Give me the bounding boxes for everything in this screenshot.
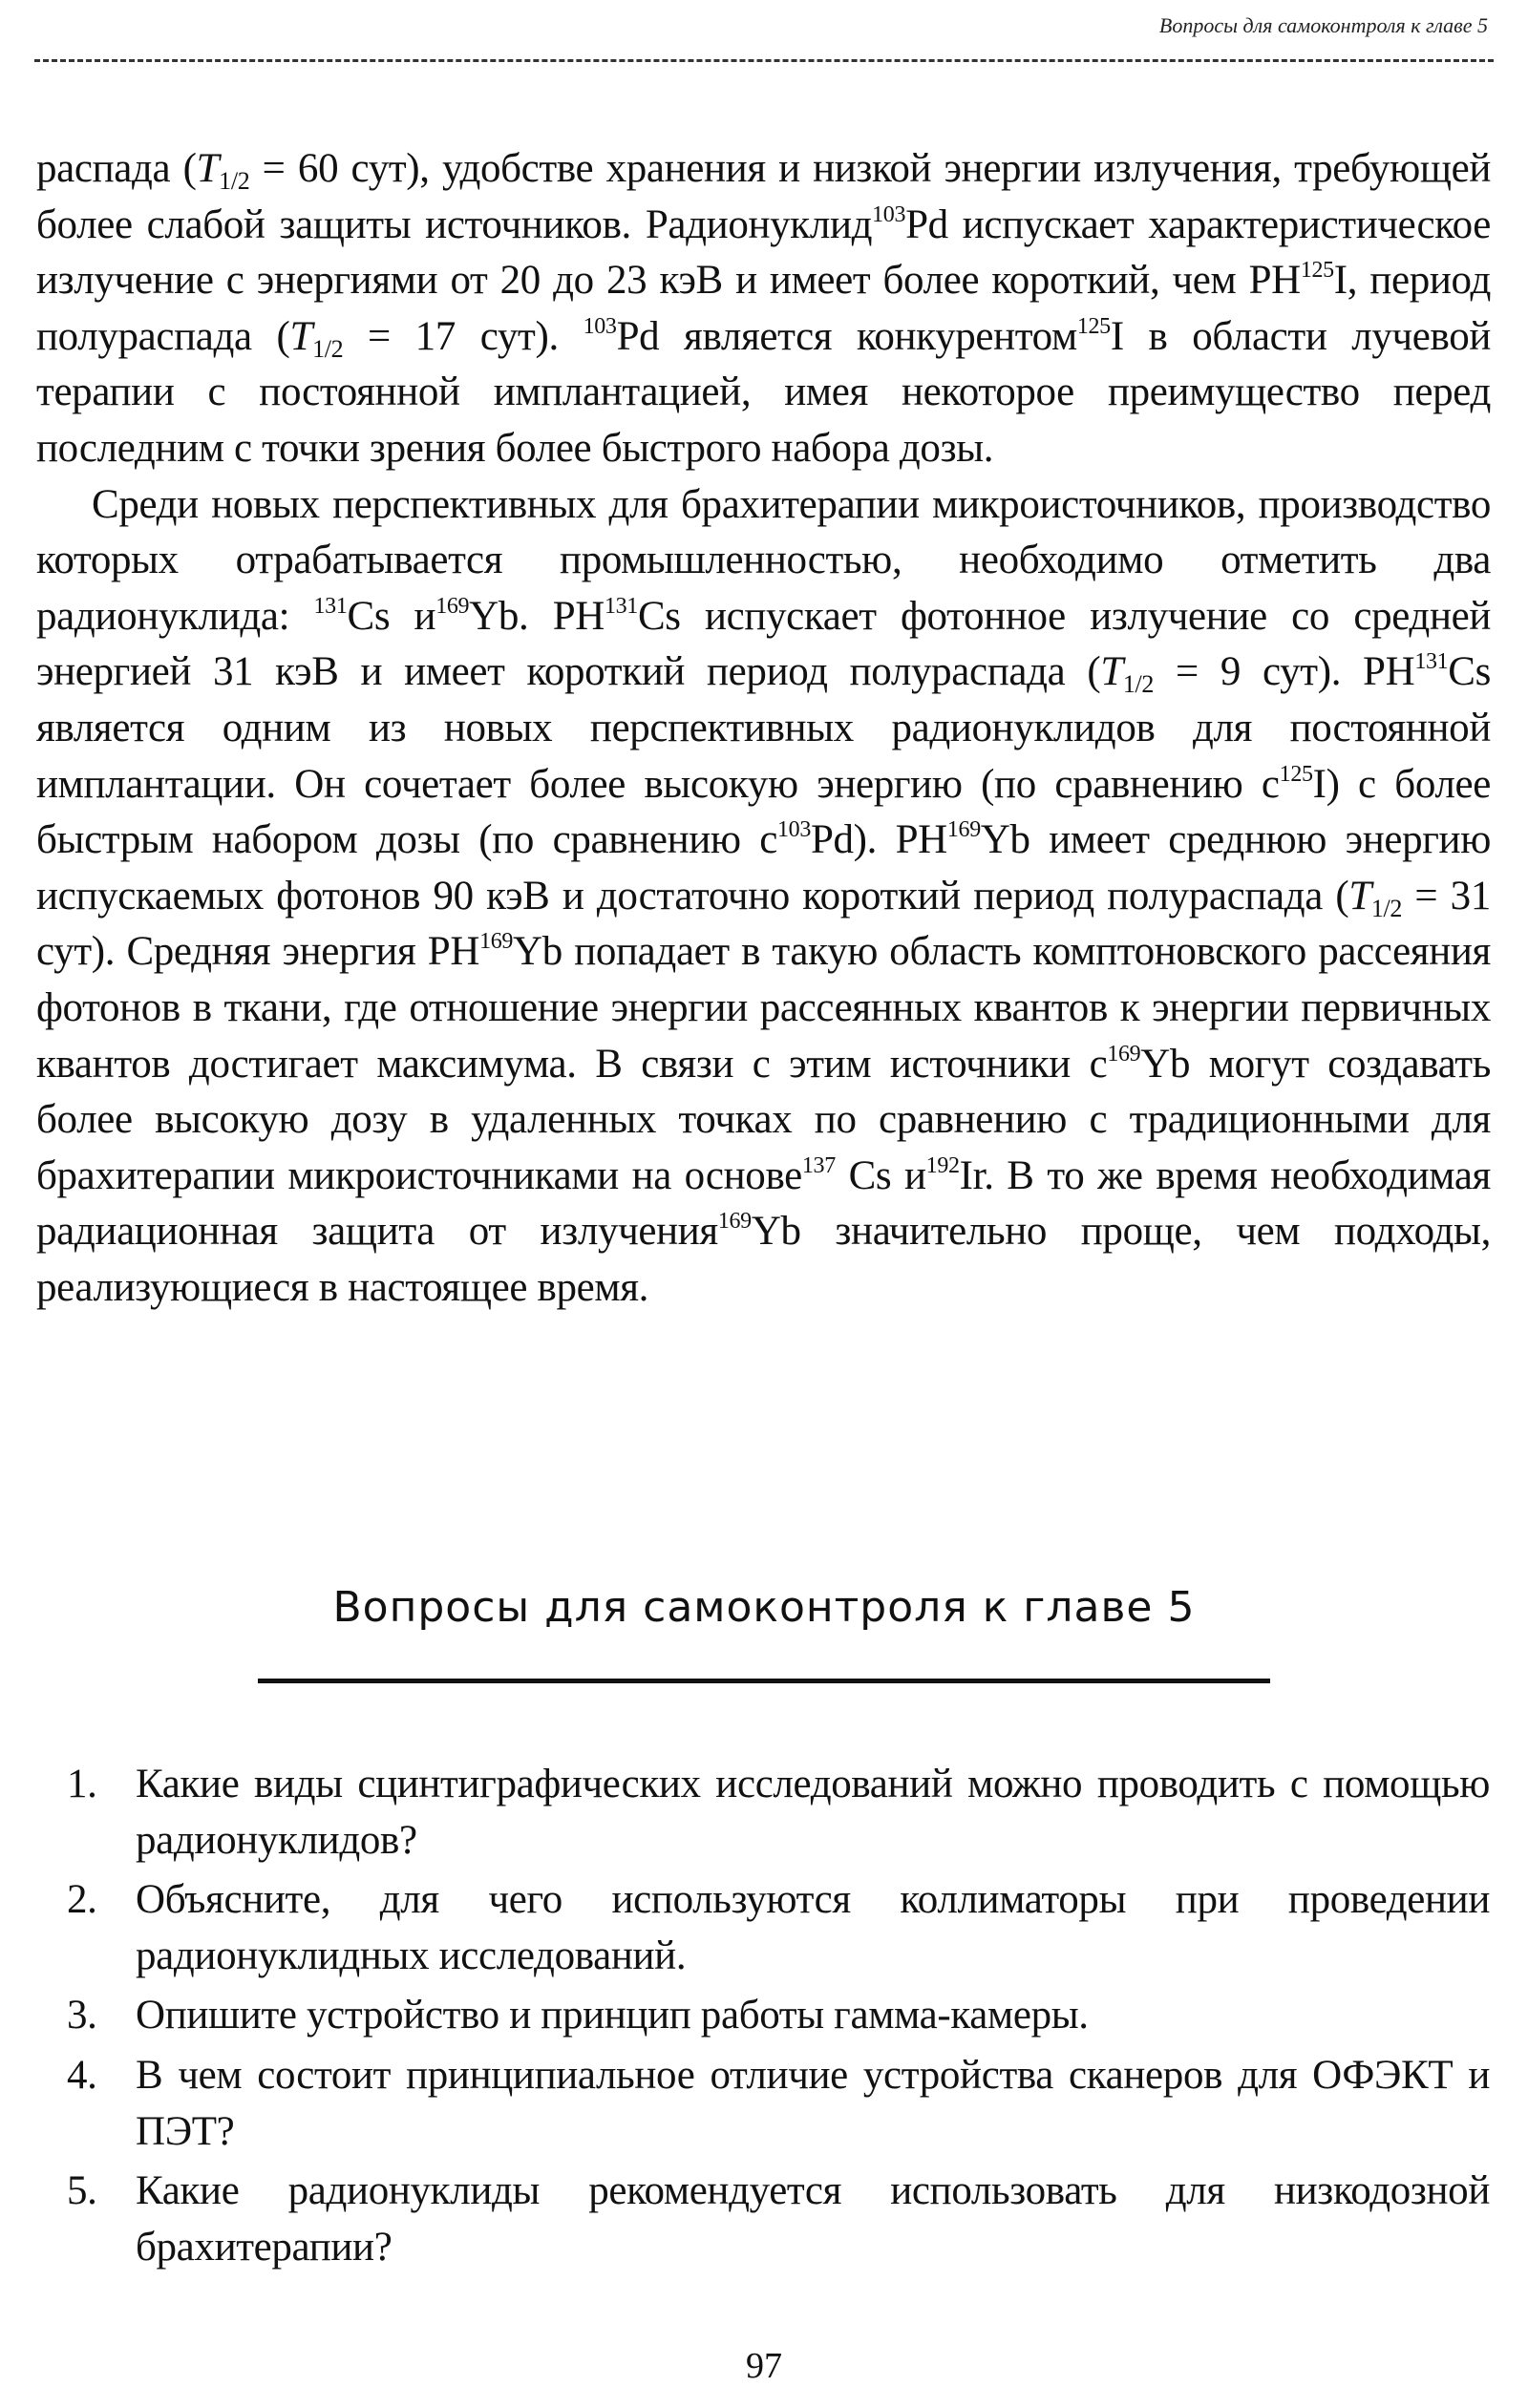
body-text [36,141,1491,1316]
question-list [67,1757,1490,2279]
question-number: 5. [67,2168,97,2214]
paragraph-2: Среди новых перспективных для брахитерапии микроисточников, производство которых отрабатывается промышленностью, необходимо отметить два радионуклида: $^{131}$Cs $и^{169}Yb$. РН$^{131}$Cs испускает фотонное излучение со средней энергией 31 кэВ и имеет короткий период полураспада ($T_{1/2} = 9$ сут). РН$^{131}$Cs является одним из новых перспективных радионуклидов для постоянной имплантации. Он сочетает более высокую энергию (по сравнению $с^{125}I$) с более быстрым набором дозы (по сравнению $с^{103}Pd$). РН$^{169}$Yb имеет среднюю энергию испускаемых фотонов 90 кэВ и достаточно короткий период полураспада ($T_{1/2} = 31$ сут). Средняя энергия РН$^{169}$Yb попадает в такую область комптоновского рассеяния фотонов в ткани, где отношение энергии рассеянных квантов к энергии первичных квантов достигает максимума. В связи с этим источники $с^{169}Yb$ могут создавать более высокую дозу в удаленных точках по сравнению с традиционными для брахитерапии микроисточниками на основе$^{137}$ Cs $и^{192}Ir$. В то же время необходимая радиационная защита от излучения$^{169}$Yb значительно проще, чем подходы, реализующиеся в настоящее время. [36,481,1492,1310]
section-title-underline [258,1679,1270,1683]
running-header: Вопросы для самоконтроля к главе 5 [1158,13,1488,37]
list-item [67,2048,1490,2160]
question-text: Опишите устройство и принцип работы гамма-камеры. [136,1993,1089,2038]
question-number: 2. [67,1877,97,1923]
list-item [67,1988,1490,2044]
header-divider [34,59,1494,62]
paragraph-1: распада ($T_{1/2} = 60$ сут), удобстве хранения и низкой энергии излучения, требующей более слабой защиты источников. Радионуклид$^{103}$Pd испускает характеристическое излучение с энергиями от 20 до 23 кэВ и имеет более короткий, чем РН$^{125}$I, период полураспада ($T_{1/2} = 17$ сут). $^{103}$Pd является конкурентом$^{125}$I в области лучевой терапии с постоянной имплантацией, имея некоторое преимущество перед последним с точки зрения более быстрого набора дозы. [36,146,1492,471]
question-number: 3. [67,1993,97,2038]
page-number: 97 [746,2346,782,2386]
question-number: 4. [67,2052,97,2098]
question-text: Какие радионуклиды рекомендуется использовать для низкодозной брахитерапии? [136,2168,1490,2270]
question-number: 1. [67,1762,97,1806]
question-text: В чем состоит принципиальное отличие устройства сканеров для ОФЭКТ и ПЭТ? [136,2052,1490,2154]
question-text: Какие виды сцинтиграфических исследований можно проводить с помощью радионуклидов? [136,1762,1490,1863]
list-item [67,2164,1490,2275]
question-text: Объясните, для чего используются коллиматоры при проведении радионуклидных исследований. [136,1877,1490,1978]
section-title: Вопросы для самоконтроля к главе 5 [332,1583,1196,1632]
list-item [67,1757,1490,1869]
list-item [67,1872,1490,1984]
